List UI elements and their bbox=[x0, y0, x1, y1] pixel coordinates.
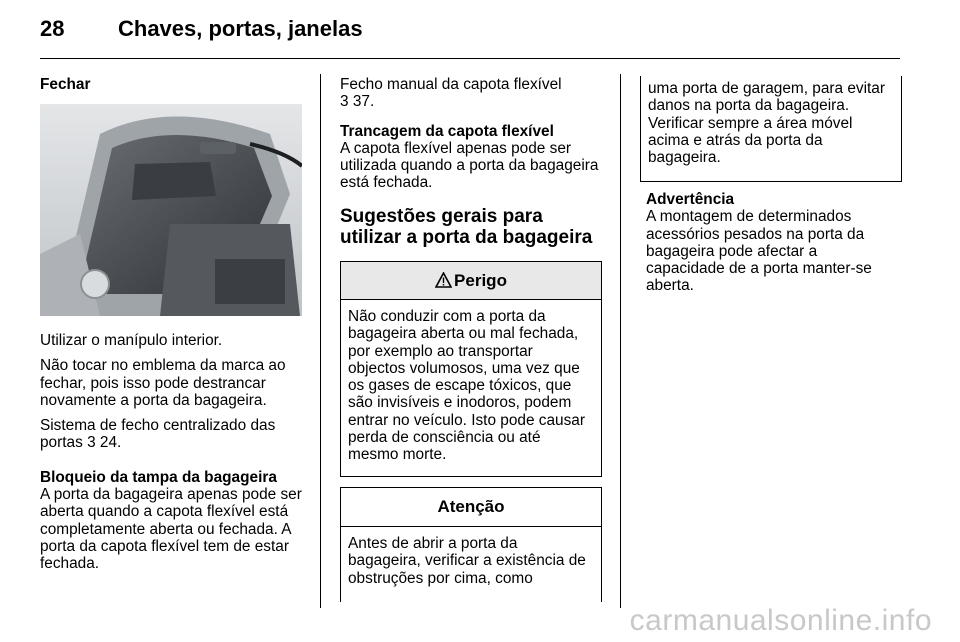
page-reference-37[interactable]: 3 37. bbox=[340, 93, 375, 111]
paragraph-advertencia: A montagem de determinados acessórios pesados na porta da bagageira pode afectar a capacidade de a porta manter-se aberta. bbox=[646, 208, 872, 295]
column-1-text bbox=[40, 332, 302, 573]
paragraph-utilizar: Utilizar o manípulo interior. bbox=[40, 332, 223, 349]
car-trunk-open-photo bbox=[40, 104, 302, 316]
watermark: carmanualsonline.info bbox=[629, 604, 932, 637]
paragraph-trancagem: A capota flexível apenas pode ser utilizada quando a porta da bagageira está fechada. bbox=[340, 139, 599, 192]
section-title-sugestoes: Sugestões gerais para utilizar a porta da bagageira bbox=[340, 205, 593, 248]
heading-fechar: Fechar bbox=[40, 76, 91, 93]
subheading-trancagem: Trancagem da capota flexível bbox=[340, 122, 554, 140]
chapter-title: Chaves, portas, janelas bbox=[118, 16, 363, 41]
caution-box bbox=[340, 487, 602, 602]
header-rule bbox=[40, 58, 900, 59]
caution-box-continued bbox=[640, 76, 902, 182]
danger-box-header bbox=[341, 262, 601, 300]
column-divider-2 bbox=[620, 74, 621, 608]
paragraph-fecho-manual bbox=[340, 76, 602, 111]
page-reference-24[interactable]: 3 24. bbox=[87, 434, 122, 452]
subheading-bloqueio: Bloqueio da tampa da bagageira bbox=[40, 468, 277, 486]
fecho-centralizado-text: Sistema de fecho centralizado das portas bbox=[40, 417, 276, 452]
danger-box-title: Perigo bbox=[454, 271, 507, 290]
column-divider-1 bbox=[320, 74, 321, 608]
column-1 bbox=[40, 76, 302, 93]
caution-box-continued-body: uma porta de garagem, para evitar danos na porta da bagageira. Verificar sempre a área móvel acima e atrás da porta da bagageira. bbox=[648, 80, 885, 167]
column-2 bbox=[340, 76, 602, 256]
column-3 bbox=[646, 191, 900, 295]
paragraph-bloqueio: A porta da bagageira apenas pode ser aberta quando a capota flexível está completamente aberta ou fechada. A porta da capota flexível tem de estar fechada. bbox=[40, 486, 302, 573]
fecho-manual-text: Fecho manual da capota flexível bbox=[340, 76, 562, 93]
paragraph-fecho-centralizado bbox=[40, 417, 302, 452]
danger-box-body: Não conduzir com a porta da bagageira aberta ou mal fechada, por exemplo ao transportar objectos volumosos, uma vez que os gases de escape tóxicos, que são invisíveis e inodoros, podem entrar no veículo. Isto pode causar perda de consciência ou até mesmo morte. bbox=[348, 308, 585, 464]
subheading-advertencia: Advertência bbox=[646, 191, 735, 208]
warning-triangle-icon bbox=[435, 264, 452, 301]
caution-box-title: Atenção bbox=[341, 488, 601, 527]
danger-box bbox=[340, 261, 602, 477]
paragraph-emblema: Não tocar no emblema da marca ao fechar, pois isso pode destrancar novamente a porta da bagageira. bbox=[40, 357, 286, 409]
caution-box-body: Antes de abrir a porta da bagageira, verificar a existência de obstruções por cima, como bbox=[348, 535, 586, 587]
page-number: 28 bbox=[40, 16, 65, 41]
